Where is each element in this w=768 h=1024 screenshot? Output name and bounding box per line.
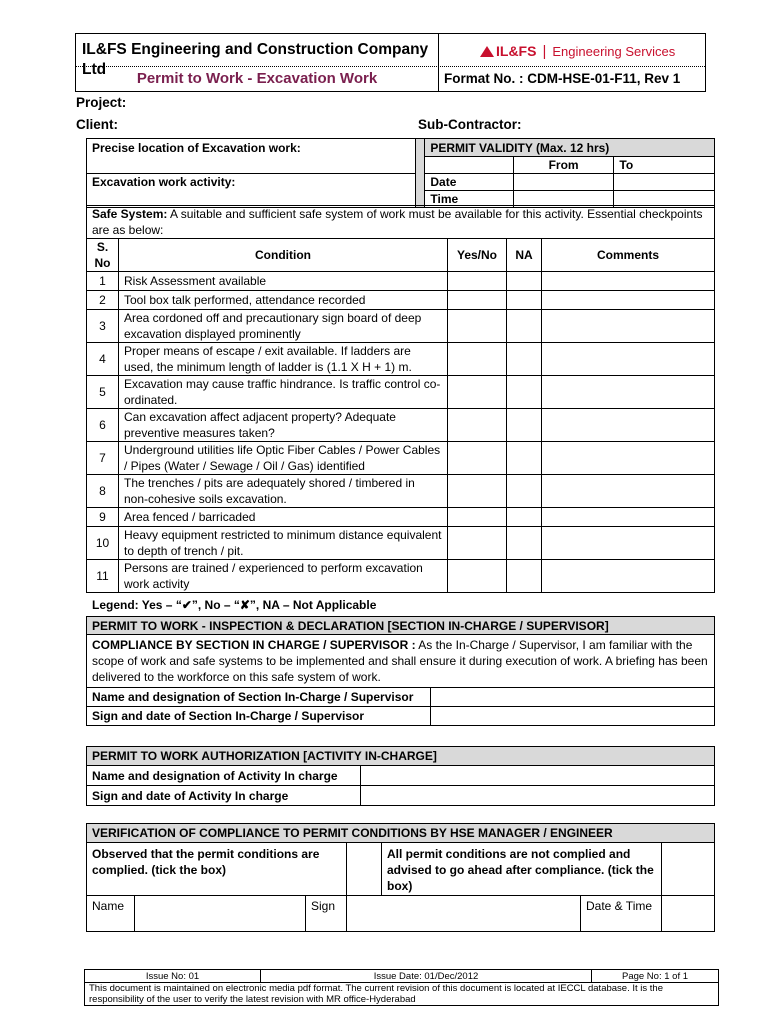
row-condition: Can excavation affect adjacent property? Adequate preventive measures taken? [119,409,448,442]
not-complied-tickbox[interactable] [662,843,715,896]
compliance-label: COMPLIANCE BY SECTION IN CHARGE / SUPERVISOR : [92,638,416,652]
verifier-name-label: Name [87,896,135,932]
from-label: From [513,157,614,174]
row-comments-field[interactable] [542,272,715,291]
row-number: 3 [87,310,119,343]
na-header: NA [507,239,542,272]
row-number: 11 [87,560,119,593]
footer-note: This document is maintained on electronic media pdf format. The current revision of this document is located at IECCL database. It is the responsibility of the user to verify the latest revision with MR office-Hyderabad [85,983,719,1006]
row-comments-field[interactable] [542,442,715,475]
activity-incharge-name-label: Name and designation of Activity In charge [87,766,361,786]
row-yesno-field[interactable] [448,291,507,310]
form-title: Permit to Work - Excavation Work [136,70,378,87]
logo-brand: IL&FS [496,43,537,59]
row-number: 6 [87,409,119,442]
comments-header: Comments [542,239,715,272]
verifier-name-field[interactable] [135,896,306,932]
yesno-header: Yes/No [448,239,507,272]
row-na-field[interactable] [507,272,542,291]
table-row [87,508,715,527]
date-label: Date [425,174,513,191]
page-number: Page No: 1 of 1 [592,970,719,983]
client-label: Client: [76,117,118,132]
issue-number: Issue No: 01 [85,970,261,983]
to-label: To [614,157,715,174]
row-comments-field[interactable] [542,560,715,593]
inspection-table [86,616,715,726]
legend: Legend: Yes – “✔”, No – “✘”, NA – Not Applicable [92,598,377,612]
table-row [87,272,715,291]
section-incharge-sign-label: Sign and date of Section In-Charge / Supervisor [87,707,431,726]
permit-info-table [86,138,715,208]
verifier-datetime-field[interactable] [662,896,715,932]
row-condition: Excavation may cause traffic hindrance. Is traffic control co-ordinated. [119,376,448,409]
row-condition: Risk Assessment available [119,272,448,291]
section-incharge-name-label: Name and designation of Section In-Charge / Supervisor [87,688,431,707]
verification-table [86,823,715,932]
row-number: 2 [87,291,119,310]
row-number: 8 [87,475,119,508]
form-header [75,33,706,92]
row-comments-field[interactable] [542,508,715,527]
from-date-field[interactable] [513,174,614,191]
row-na-field[interactable] [507,508,542,527]
row-na-field[interactable] [507,310,542,343]
row-condition: Heavy equipment restricted to minimum distance equivalent to depth of trench / pit. [119,527,448,560]
validity-label: PERMIT VALIDITY (Max. 12 hrs) [425,139,715,157]
not-complied-text: All permit conditions are not complied and advised to go ahead after compliance. (tick the box) [382,843,662,896]
row-condition: Underground utilities life Optic Fiber Cables / Power Cables / Pipes (Water / Sewage / Oil / Gas) identified [119,442,448,475]
company-name: IL&FS Engineering and Construction Company Ltd [82,41,429,78]
verifier-datetime-label: Date & Time [581,896,662,932]
safe-system-text: A suitable and sufficient safe system of work must be available for this activity. Essential checkpoints are as below: [92,207,703,237]
row-comments-field[interactable] [542,527,715,560]
compliance-text: As the In-Charge / Supervisor, I am familiar with the scope of work and safe systems to be implemented and shall ensure it during execution of work. A briefing has been delivered to the workforce on this safe system of work. [92,638,708,684]
row-na-field[interactable] [507,527,542,560]
row-na-field[interactable] [507,409,542,442]
row-yesno-field[interactable] [448,376,507,409]
subcontractor-label: Sub-Contractor: [418,117,522,132]
issue-date: Issue Date: 01/Dec/2012 [261,970,592,983]
row-yesno-field[interactable] [448,508,507,527]
table-row [87,291,715,310]
row-condition: Area cordoned off and precautionary sign board of deep excavation displayed prominently [119,310,448,343]
table-row [87,310,715,343]
row-comments-field[interactable] [542,409,715,442]
activity-incharge-sign-label: Sign and date of Activity In charge [87,786,361,806]
ilfs-logo: IL&FS | Engineering Services [480,41,675,61]
ilfs-logo-icon [480,46,494,57]
row-na-field[interactable] [507,475,542,508]
row-comments-field[interactable] [542,310,715,343]
row-condition: Tool box talk performed, attendance recorded [119,291,448,310]
row-na-field[interactable] [507,442,542,475]
row-number: 5 [87,376,119,409]
row-yesno-field[interactable] [448,527,507,560]
table-row [87,560,715,593]
row-number: 10 [87,527,119,560]
row-number: 7 [87,442,119,475]
row-na-field[interactable] [507,343,542,376]
table-row [87,442,715,475]
format-number: Format No. : CDM-HSE-01-F11, Rev 1 [444,71,681,86]
row-condition: Area fenced / barricaded [119,508,448,527]
row-na-field[interactable] [507,376,542,409]
sno-header: S. No [87,239,119,272]
row-number: 4 [87,343,119,376]
logo-division: Engineering Services [552,43,676,59]
to-date-field[interactable] [614,174,715,191]
row-comments-field[interactable] [542,376,715,409]
table-row [87,409,715,442]
row-condition: The trenches / pits are adequately shored / timbered in non-cohesive soils excavation. [119,475,448,508]
authorization-title: PERMIT TO WORK AUTHORIZATION [ACTIVITY IN-CHARGE] [87,747,715,766]
location-label: Precise location of Excavation work: [87,139,416,174]
safe-system-label: Safe System: [92,207,168,221]
activity-incharge-sign-field[interactable] [361,786,715,806]
checklist-table [86,205,715,593]
row-comments-field[interactable] [542,475,715,508]
row-yesno-field[interactable] [448,343,507,376]
safe-system-note [87,206,715,239]
verifier-sign-label: Sign [306,896,347,932]
row-na-field[interactable] [507,560,542,593]
complied-tickbox[interactable] [347,843,382,896]
row-number: 9 [87,508,119,527]
row-yesno-field[interactable] [448,310,507,343]
table-row [87,527,715,560]
authorization-table [86,746,715,806]
row-comments-field[interactable] [542,343,715,376]
row-na-field[interactable] [507,291,542,310]
row-comments-field[interactable] [542,291,715,310]
document-footer [84,969,719,1006]
compliance-declaration [87,635,715,688]
table-row [87,343,715,376]
table-row [87,376,715,409]
activity-incharge-name-field[interactable] [361,766,715,786]
row-number: 1 [87,272,119,291]
table-row [87,475,715,508]
row-yesno-field[interactable] [448,475,507,508]
row-yesno-field[interactable] [448,560,507,593]
project-label: Project: [76,95,127,110]
row-yesno-field[interactable] [448,409,507,442]
row-condition: Persons are trained / experienced to perform excavation work activity [119,560,448,593]
row-condition: Proper means of escape / exit available. If ladders are used, the minimum length of ladder is (1.1 X H + 1) m. [119,343,448,376]
verification-title: VERIFICATION OF COMPLIANCE TO PERMIT CONDITIONS BY HSE MANAGER / ENGINEER [87,824,715,843]
section-incharge-sign-field[interactable] [431,707,715,726]
inspection-title: PERMIT TO WORK - INSPECTION & DECLARATION [SECTION IN-CHARGE / SUPERVISOR] [87,617,715,635]
row-yesno-field[interactable] [448,272,507,291]
activity-label: Excavation work activity: [87,174,416,208]
complied-text: Observed that the permit conditions are complied. (tick the box) [87,843,347,896]
row-yesno-field[interactable] [448,442,507,475]
verifier-sign-field[interactable] [347,896,581,932]
time-label: Time [425,191,513,208]
section-incharge-name-field[interactable] [431,688,715,707]
condition-header: Condition [119,239,448,272]
